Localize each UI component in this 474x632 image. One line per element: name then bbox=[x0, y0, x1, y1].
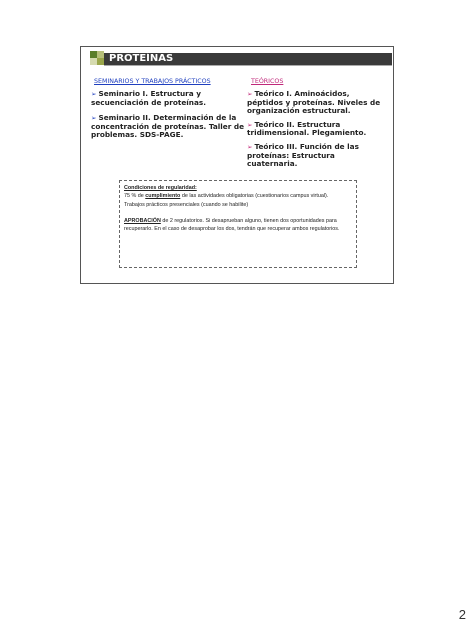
right-column-header: TEÓRICOS bbox=[251, 78, 284, 85]
right-items bbox=[247, 90, 387, 174]
deco-square-3 bbox=[90, 58, 97, 65]
list-item: ➢ Teórico I. Aminoácidos, péptidos y proteínas. Niveles de organización estructural. bbox=[247, 89, 381, 116]
conditions-line-2: Trabajos prácticos presenciales (cuando se habilite) bbox=[124, 201, 249, 208]
arrow-bullet-icon: ➢ bbox=[247, 142, 253, 151]
conditions-box bbox=[119, 180, 357, 268]
deco-square-2 bbox=[97, 58, 104, 65]
conditions-title: Condiciones de regularidad: bbox=[124, 185, 197, 191]
deco-square-4 bbox=[97, 51, 104, 58]
conditions-line-1: 75 % de cumplimiento de las actividades obligatorias (cuestionarios campus virtual). bbox=[124, 193, 329, 200]
slide-title: PROTEÍNAS bbox=[109, 53, 174, 64]
left-column-header: SEMINARIOS Y TRABAJOS PRÁCTICOS bbox=[94, 78, 211, 85]
list-item: ➢ Teórico II. Estructura tridimensional. Plegamiento. bbox=[247, 119, 367, 138]
list-item: ➢ Teórico III. Función de las proteínas: Estructura cuaternaria. bbox=[247, 141, 359, 169]
arrow-bullet-icon: ➢ bbox=[247, 120, 253, 129]
title-bar bbox=[104, 53, 392, 66]
arrow-bullet-icon: ➢ bbox=[91, 90, 97, 98]
list-item: ➢ Seminario II. Determinación de la concentración de proteínas. Taller de problemas. SDS-PAGE. bbox=[91, 113, 245, 140]
left-items bbox=[91, 90, 246, 145]
deco-square-1 bbox=[90, 51, 97, 58]
arrow-bullet-icon: ➢ bbox=[91, 114, 97, 123]
slide bbox=[80, 46, 394, 284]
list-item: ➢ Seminario I. Estructura y secuenciación de proteínas. bbox=[91, 89, 207, 107]
page-number: 2 bbox=[458, 607, 466, 622]
arrow-bullet-icon: ➢ bbox=[247, 90, 253, 98]
approval-text: APROBACIÓN de 2 regulatorios. Si desaprueban alguno, tienen dos oportunidades para recuperarlo. En el caso de desaprobar los dos, tendrán que recuperar ambos regulatorios. bbox=[124, 217, 340, 233]
